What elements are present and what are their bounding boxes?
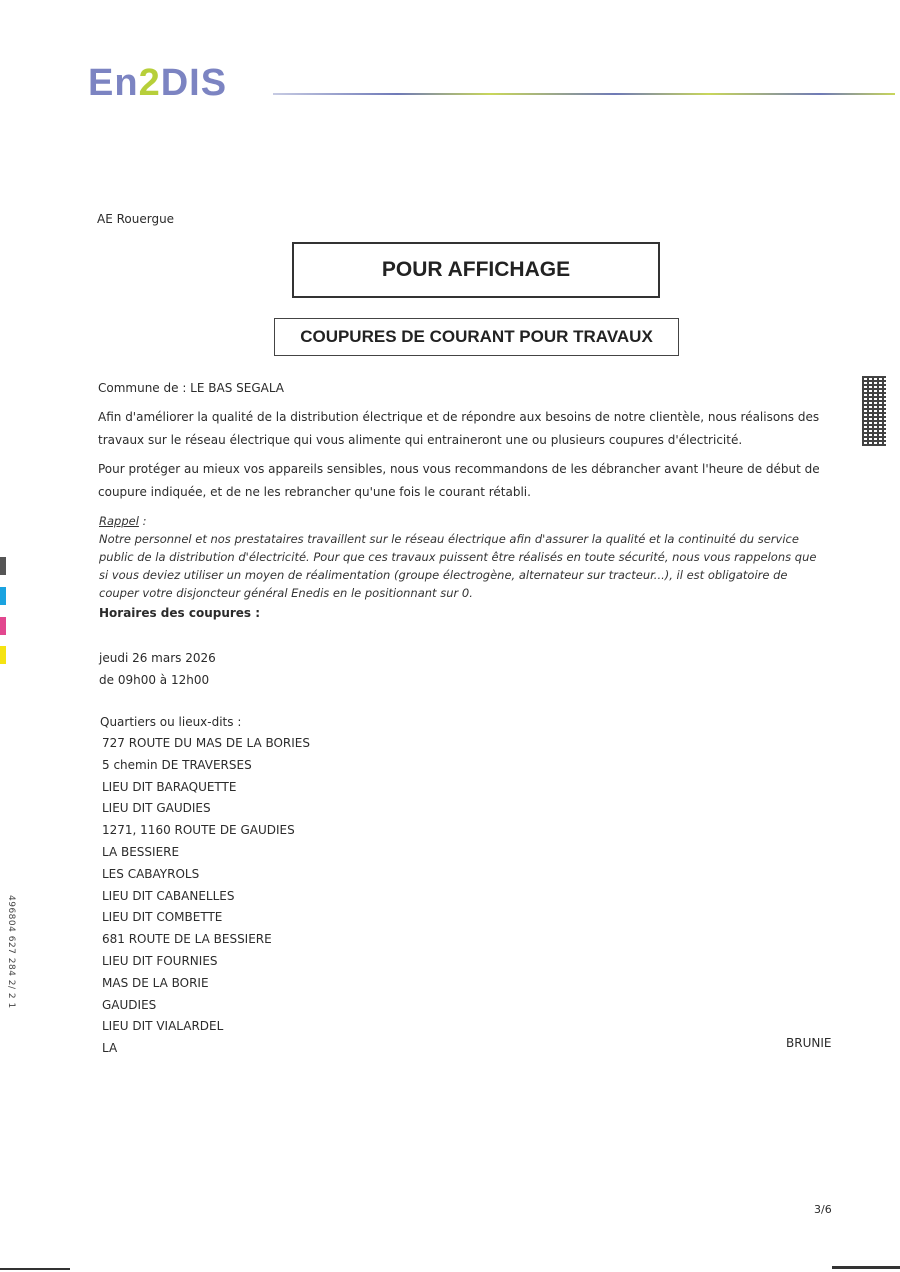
notice-subtitle-box: COUPURES DE COURANT POUR TRAVAUX <box>274 318 679 356</box>
list-item: LES CABAYROLS <box>102 866 200 881</box>
list-item: 5 chemin DE TRAVERSES <box>102 757 252 772</box>
header-divider <box>273 93 895 95</box>
quartiers-title: Quartiers ou lieux-dits : <box>100 715 242 729</box>
list-item: MAS DE LA BORIE <box>102 975 209 990</box>
advice-paragraph: Pour protéger au mieux vos appareils sensibles, nous vous recommandons de les débrancher avant l'heure de début de coupure indiquée, et de ne les rebrancher qu'une fois le courant rétabli. <box>98 462 820 499</box>
color-mark-black <box>0 557 6 575</box>
list-item: LIEU DIT VIALARDEL <box>102 1019 224 1034</box>
enedis-logo: En2DIS <box>88 62 228 104</box>
list-item: GAUDIES <box>102 997 157 1012</box>
rappel-block <box>99 512 824 602</box>
color-mark-yellow <box>0 646 6 664</box>
list-item: LIEU DIT BARAQUETTE <box>102 779 237 794</box>
sender-label: AE Rouergue <box>97 212 175 226</box>
list-item: LA BESSIERE <box>102 844 180 859</box>
list-item: LIEU DIT GAUDIES <box>102 801 211 816</box>
color-mark-cyan <box>0 587 6 605</box>
places-list <box>102 733 310 1060</box>
list-item: LA <box>102 1041 118 1056</box>
intro-paragraph: Afin d'améliorer la qualité de la distribution électrique et de répondre aux besoins de notre clientèle, nous réalisons des travaux sur le réseau électrique qui vous alimente qui entraineront une ou plusieurs coupures d'électricité. <box>98 410 820 447</box>
scan-edge-line-right <box>832 1266 900 1269</box>
commune-line: Commune de : LE BAS SEGALA <box>98 381 285 395</box>
rappel-title-suffix: : <box>138 514 147 528</box>
rappel-title: Rappel <box>99 514 139 528</box>
place-suffix: BRUNIE <box>786 1036 832 1050</box>
list-item: 681 ROUTE DE LA BESSIERE <box>102 932 272 947</box>
horaires-title: Horaires des coupures : <box>99 606 261 620</box>
outage-date: jeudi 26 mars 2026 <box>99 651 216 665</box>
side-print-code: 496804 627 284 2/ 2 1 <box>6 895 16 1009</box>
list-item: LIEU DIT COMBETTE <box>102 910 223 925</box>
list-item: 1271, 1160 ROUTE DE GAUDIES <box>102 823 295 838</box>
list-item: 727 ROUTE DU MAS DE LA BORIES <box>102 736 311 750</box>
scan-edge-line-left <box>0 1268 70 1270</box>
outage-time-range: de 09h00 à 12h00 <box>99 673 210 687</box>
color-mark-magenta <box>0 617 6 635</box>
datamatrix-code <box>862 376 886 446</box>
rappel-heading <box>99 512 824 530</box>
list-item: LIEU DIT CABANELLES <box>102 888 235 903</box>
list-item: LIEU DIT FOURNIES <box>102 953 218 968</box>
page-number: 3/6 <box>814 1203 832 1216</box>
rappel-body: Notre personnel et nos prestataires travaillent sur le réseau électrique afin d'assurer la qualité et la continuité du service public de la distribution d'électricité. Pour que ces travaux puissent être réalisés en toute sécurité, nous vous rappelons que si vous deviez utiliser un moyen de réalimentation (groupe électrogène, alternateur sur tracteur...), il est obligatoire de couper votre disjoncteur général Enedis en le positionnant sur 0. <box>99 532 817 600</box>
notice-title-box: POUR AFFICHAGE <box>292 242 660 298</box>
